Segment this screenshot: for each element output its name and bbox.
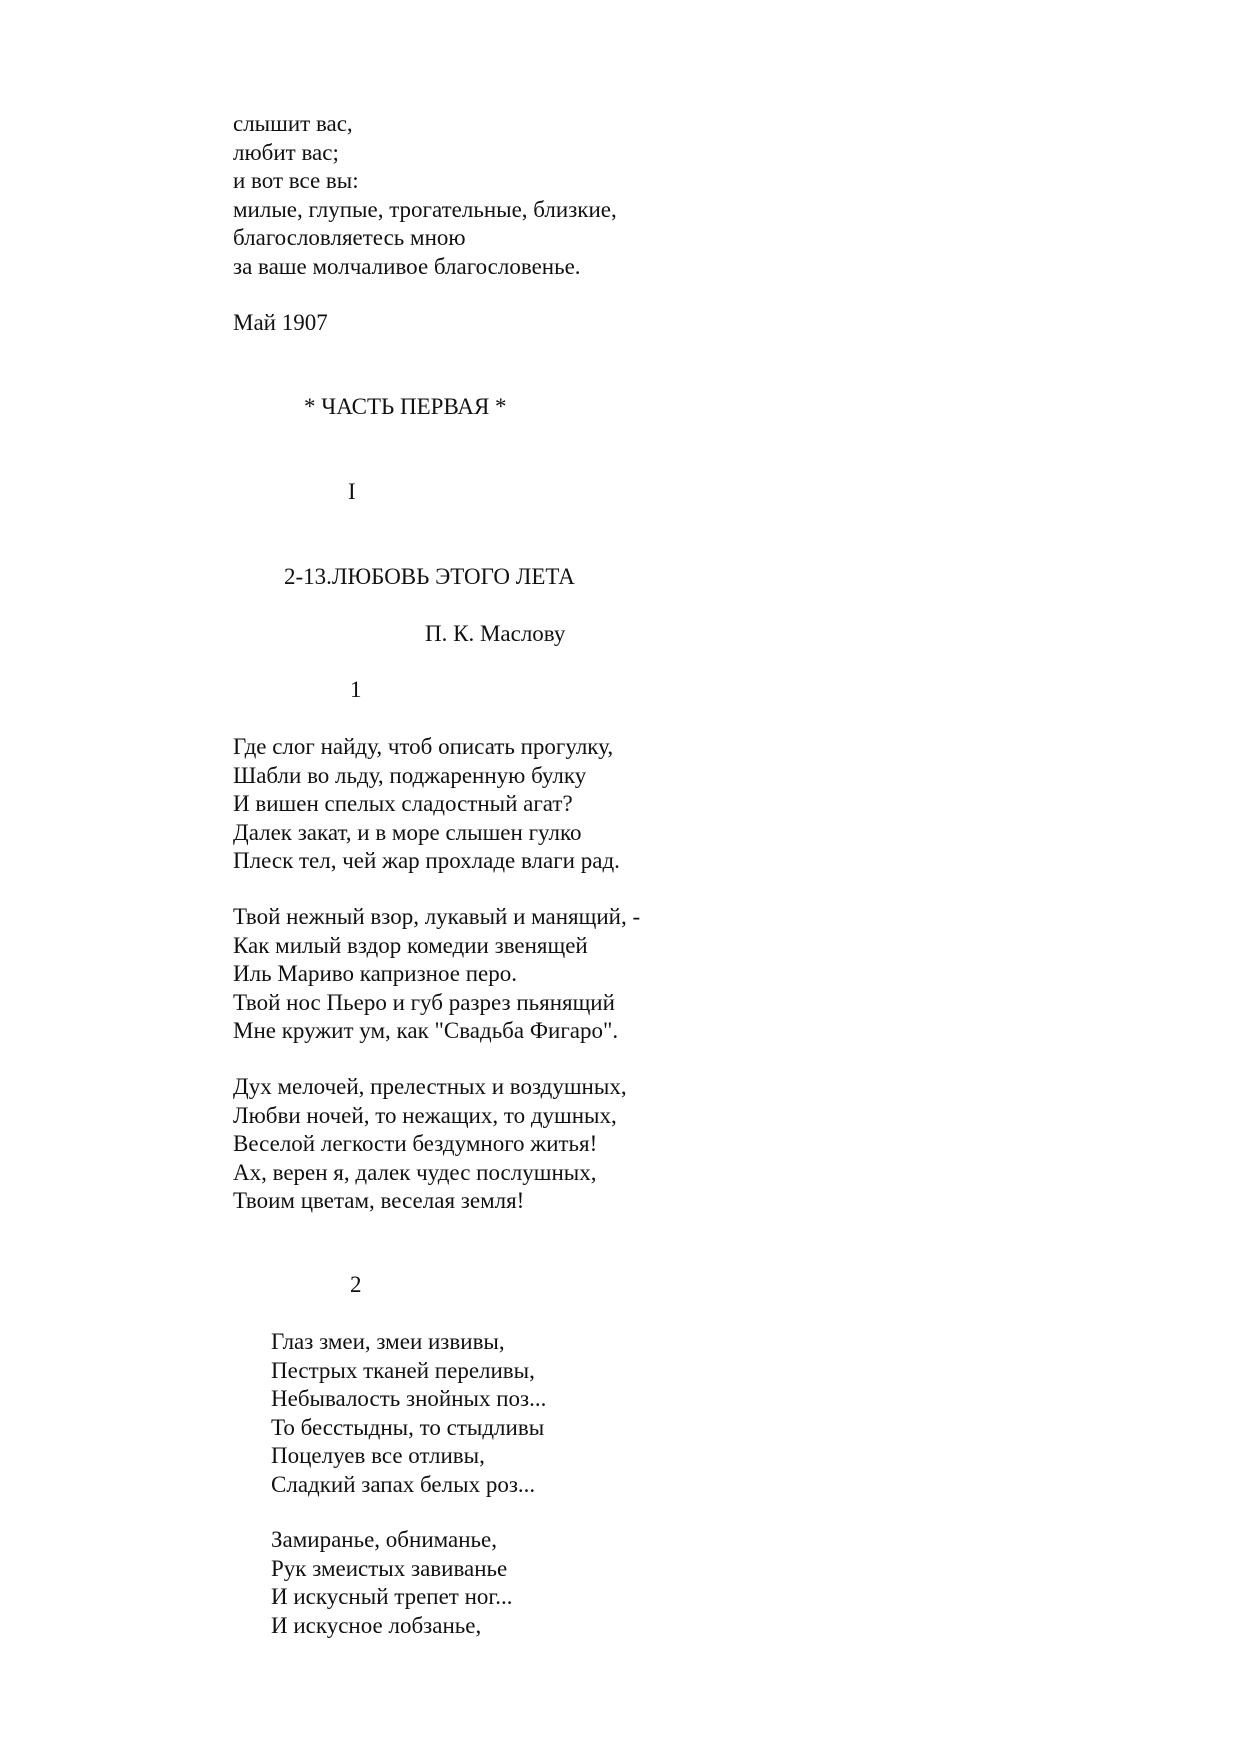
verse-line: за ваше молчаливое благословенье. [233, 253, 581, 279]
verse-line: любит вас; [233, 139, 339, 165]
verse-line: Веселой легкости бездумного житья! [233, 1131, 598, 1156]
verse-line: Пестрых тканей переливы, [271, 1357, 535, 1383]
verse-line: слышит вас, [233, 111, 353, 136]
poem2-stanza-1 [271, 1328, 546, 1499]
verse-line: Иль Мариво капризное перо. [233, 961, 517, 986]
date-line: Май 1907 [233, 310, 328, 335]
verse-line: Сладкий запах белых роз... [271, 1471, 536, 1497]
verse-line: И искусный трепет ног... [271, 1584, 513, 1609]
section-numeral: I [348, 479, 356, 504]
verse-line: Далек закат, и в море слышен гулко [233, 819, 582, 845]
verse-line: Твой нежный взор, лукавый и манящий, - [233, 904, 641, 929]
verse-line: То бесстыдны, то стыдливы [271, 1414, 545, 1440]
verse-line: Твой нос Пьеро и губ разрез пьянящий [233, 989, 615, 1015]
verse-line: Ах, верен я, далек чудес послушных, [233, 1159, 597, 1185]
verse-line: Небывалость знойных поз... [271, 1386, 547, 1411]
poem1-stanza-3 [233, 1073, 627, 1216]
verse-line: Твоим цветам, веселая земля! [233, 1188, 525, 1213]
verse-line: Рук змеистых завиванье [271, 1555, 508, 1581]
verse-line: Замиранье, обниманье, [271, 1527, 497, 1552]
poem-number: 1 [350, 677, 362, 702]
verse-line: Шабли во льду, поджаренную булку [233, 762, 587, 788]
verse-line: Поцелуев все отливы, [271, 1443, 485, 1468]
verse-line: Глаз змеи, змеи извивы, [271, 1329, 505, 1354]
poem-number: 2 [350, 1272, 362, 1297]
part-heading: * ЧАСТЬ ПЕРВАЯ * [304, 394, 507, 419]
verse-line: Плеск тел, чей жар прохладе влаги рад. [233, 848, 620, 873]
poem2-stanza-2 [271, 1526, 513, 1640]
verse-line: И вишен спелых сладостный агат? [233, 791, 573, 816]
verse-line: Как милый вздор комедии звенящей [233, 932, 588, 958]
intro-stanza [233, 110, 617, 281]
verse-line: и вот все вы: [233, 168, 359, 193]
verse-line: Любви ночей, то нежащих, то душных, [233, 1102, 617, 1128]
poem1-stanza-1 [233, 733, 620, 876]
dedication: П. К. Маслову [425, 621, 566, 646]
verse-line: И искусное лобзанье, [271, 1612, 482, 1638]
verse-line: Где слог найду, чтоб описать прогулку, [233, 734, 614, 759]
cycle-title: 2-13.ЛЮБОВЬ ЭТОГО ЛЕТА [284, 564, 575, 589]
verse-line: Мне кружит ум, как "Свадьба Фигаро". [233, 1018, 619, 1043]
poem1-stanza-2 [233, 903, 640, 1046]
verse-line: милые, глупые, трогательные, близкие, [233, 196, 617, 222]
verse-line: благословляетесь мною [233, 225, 466, 250]
verse-line: Дух мелочей, прелестных и воздушных, [233, 1074, 627, 1099]
